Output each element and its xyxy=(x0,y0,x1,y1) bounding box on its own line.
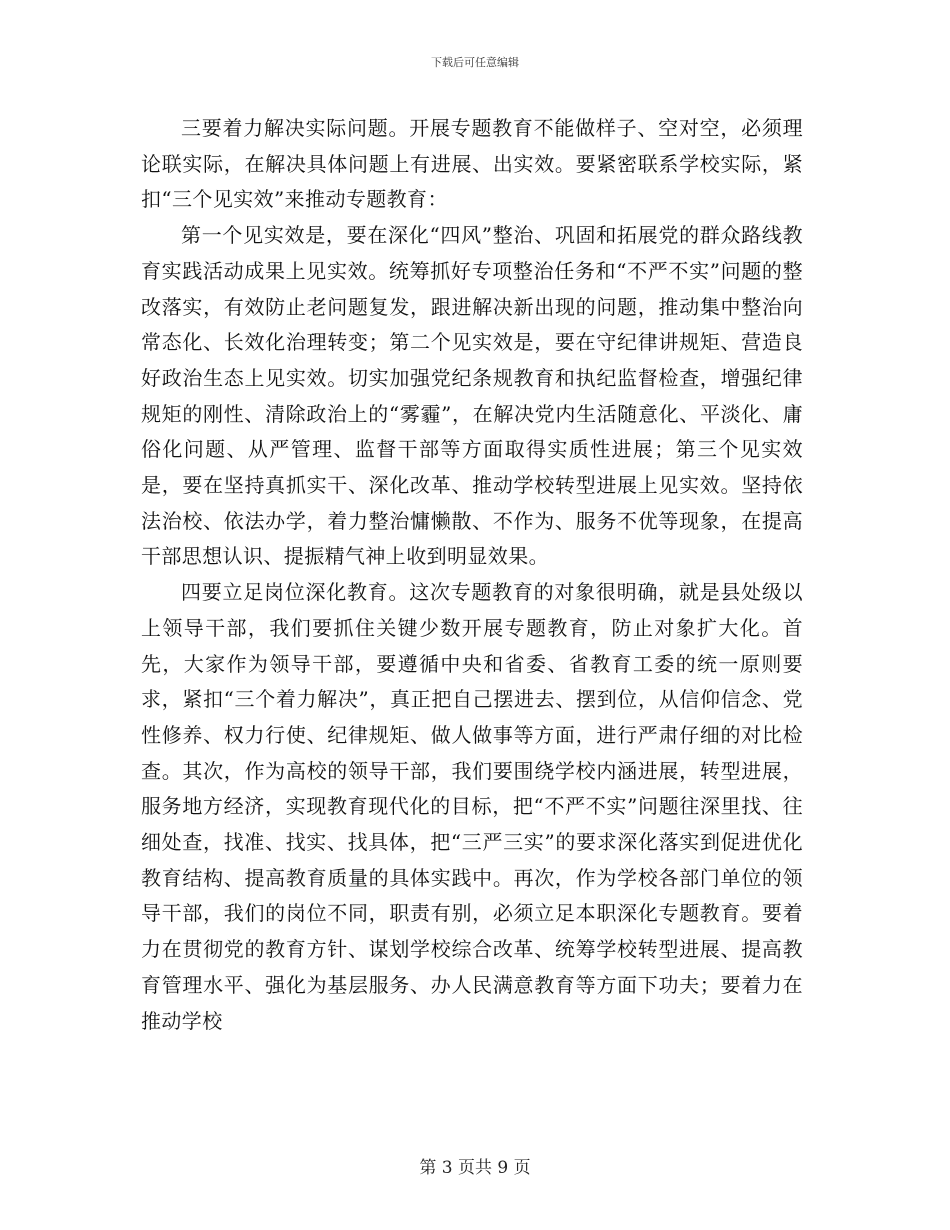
page-number: 第 3 页共 9 页 xyxy=(419,1158,531,1178)
paragraph: 四要立足岗位深化教育。这次专题教育的对象很明确，就是县处级以上领导干部，我们要抓住关键少数开展专题教育，防止对象扩大化。首先，大家作为领导干部，要遵循中央和省委、省教育工委的统一原则要求，紧扣“三个着力解决”，真正把自己摆进去、摆到位，从信仰信念、党性修养、权力行使、纪律规矩、做人做事等方面，进行严肃仔细的对比检查。其次，作为高校的领导干部，我们要围绕学校内涵进展，转型进展，服务地方经济，实现教育现代化的目标，把“不严不实”问题往深里找、往细处查，找准、找实、找具体，把“三严三实”的要求深化落实到促进优化教育结构、提高教育质量的具体实践中。再次，作为学校各部门单位的领导干部，我们的岗位不同，职责有别，必须立足本职深化专题教育。要着力在贯彻党的教育方针、谋划学校综合改革、统筹学校转型进展、提高教育管理水平、强化为基层服务、办人民满意教育等方面下功夫；要着力在推动学校 xyxy=(141,580,803,1033)
paragraph: 第一个见实效是，要在深化“四风”整治、巩固和拓展党的群众路线教育实践活动成果上见实效。统筹抓好专项整治任务和“不严不实”问题的整改落实，有效防止老问题复发，跟进解决新出现的问题，推动集中整治向常态化、长效化治理转变；第二个见实效是，要在守纪律讲规矩、营造良好政治生态上见实效。切实加强党纪条规教育和执纪监督检查，增强纪律规矩的刚性、清除政治上的“雾霾”，在解决党内生活随意化、平淡化、庸俗化问题、从严管理、监督干部等方面取得实质性进展；第三个见实效是，要在坚持真抓实干、深化改革、推动学校转型进展上见实效。坚持依法治校、依法办学，着力整治慵懒散、不作为、服务不优等现象，在提高干部思想认识、提振精气神上收到明显效果。 xyxy=(141,223,803,569)
header-note: 下载后可任意编辑 xyxy=(431,56,519,69)
document-body xyxy=(141,111,803,1039)
paragraph: 三要着力解决实际问题。开展专题教育不能做样子、空对空，必须理论联实际，在解决具体问题上有进展、出实效。要紧密联系学校实际，紧扣“三个见实效”来推动专题教育： xyxy=(141,116,803,212)
